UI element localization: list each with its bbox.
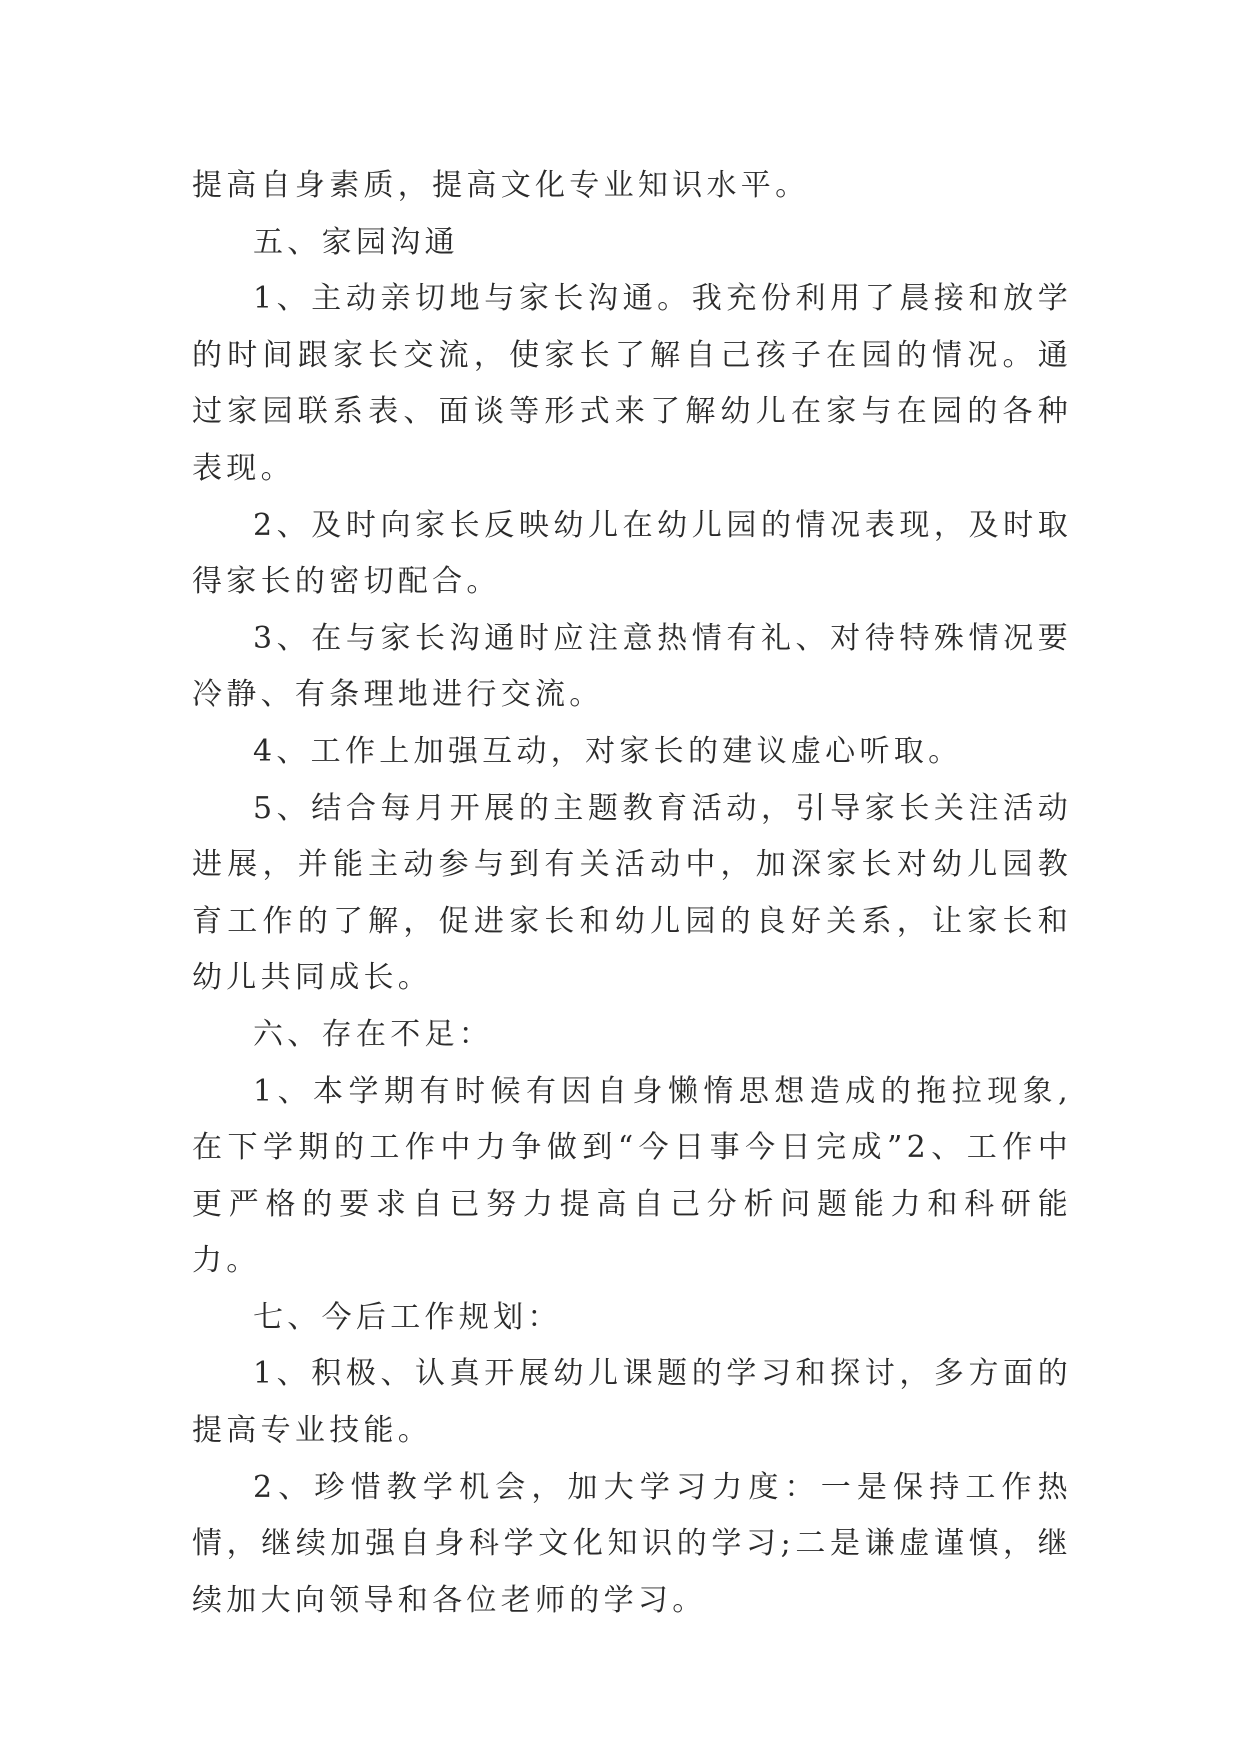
paragraph-communication-item-3: 3、在与家长沟通时应注意热情有礼、对待特殊情况要冷静、有条理地进行交流。 bbox=[192, 620, 1072, 713]
paragraph-communication-item-5: 5、结合每月开展的主题教育活动，引导家长关注活动进展，并能主动参与到有关活动中，加深家长对幼儿园教育工作的了解，促进家长和幼儿园的良好关系，让家长和幼儿共同成长。 bbox=[192, 790, 1072, 996]
paragraph-continuation: 提高自身素质，提高文化专业知识水平。 bbox=[192, 168, 810, 203]
paragraph-communication-item-1: 1、主动亲切地与家长沟通。我充份利用了晨接和放学的时间跟家长交流，使家长了解自己孩子在园的情况。通过家园联系表、面谈等形式来了解幼儿在家与在园的各种表现。 bbox=[192, 281, 1072, 486]
section-heading-shortcomings: 六、存在不足： bbox=[253, 1016, 494, 1052]
section-heading-future-plan: 七、今后工作规划： bbox=[253, 1299, 562, 1335]
document-body bbox=[192, 158, 1072, 1629]
paragraph-communication-item-2: 2、及时向家长反映幼儿在幼儿园的情况表现，及时取得家长的密切配合。 bbox=[192, 507, 1072, 600]
paragraph-communication-item-4: 4、工作上加强互动，对家长的建议虚心听取。 bbox=[253, 733, 963, 769]
paragraph-plan-item-2: 2、珍惜教学机会，加大学习力度：一是保持工作热情，继续加强自身科学文化知识的学习;二是谦虚谨慎，继续加大向领导和各位老师的学习。 bbox=[192, 1469, 1072, 1618]
paragraph-plan-item-1: 1、积极、认真开展幼儿课题的学习和探讨，多方面的提高专业技能。 bbox=[192, 1356, 1072, 1449]
section-heading-home-school-communication: 五、家园沟通 bbox=[253, 224, 459, 260]
paragraph-shortcomings-item-1: 1、本学期有时候有因自身懒惰思想造成的拖拉现象,在下学期的工作中力争做到“今日事今日完成”2、工作中更严格的要求自已努力提高自己分析问题能力和科研能力。 bbox=[192, 1073, 1072, 1279]
